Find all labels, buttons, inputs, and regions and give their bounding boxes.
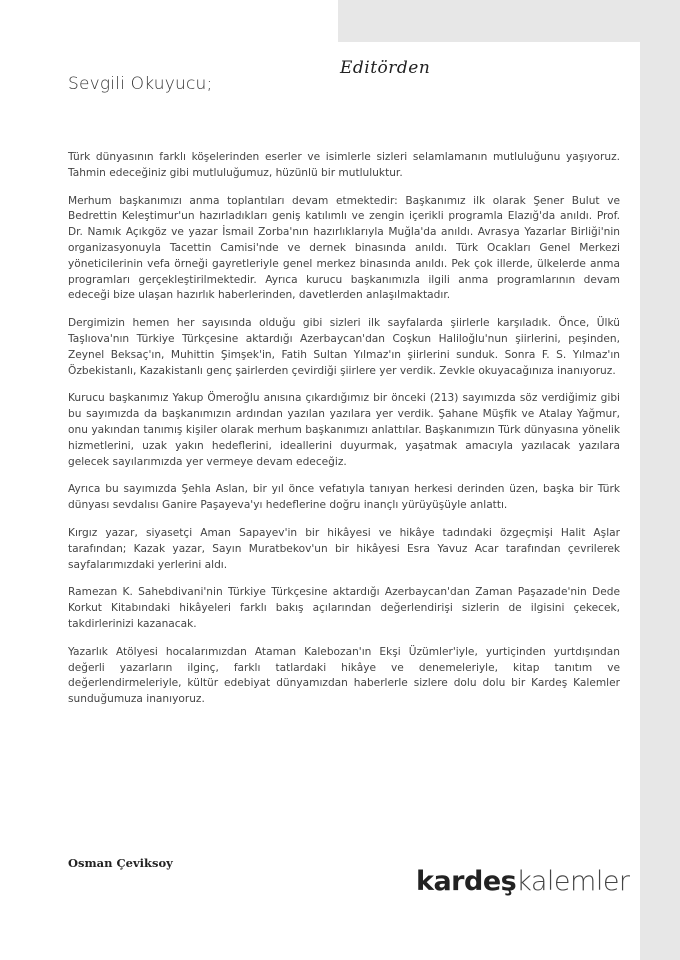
logo-part-kardes: kardeş [416, 866, 517, 897]
paragraph: Dergimizin hemen her sayısında olduğu gibi sizleri ilk sayfalarda şiirlerle karşıladık. Önce, Ülkü Taşlıova'nın Türkiye Türkçesine aktardığı Azerbaycan'dan Coşkun Haliloğlu'nun şiirlerini, peşinden, Zeynel Beksaç'ın, Muhittin Şimşek'in, Fatih Sultan Yılmaz'ın şiirlerini sunduk. Sonra F. S. Yılmaz'ın Özbekistanlı, Kazakistanlı genç şairlerden çevirdiği şiirlere yer verdik. Zevkle okuyacağınıza inanıyoruz. [68, 317, 620, 377]
author-signature: Osman Çeviksoy [68, 856, 173, 870]
header-grey-band [338, 0, 680, 42]
right-grey-band [640, 42, 680, 960]
editorial-body [68, 150, 620, 720]
paragraph: Kurucu başkanımız Yakup Ömeroğlu anısına çıkardığımız bir önceki (213) sayımızda söz verdiğimiz gibi bu sayımızda da başkanımızın ardından yazılan yazılara yer verdik. Şahane Müşfik ve Atalay Yağmur, onu yakından tanımış kişiler olarak merhum başkanımızı anlattılar. Başkanımızın Türk dünyasına yönelik hizmetlerini, uzak yakın hedeflerini, ideallerini duyurmak, yaşatmak amacıyla yazılacak yazılara gelecek sayılarımızda yer vermeye devam edeceğiz. [68, 392, 620, 468]
greeting: Sevgili Okuyucu; [68, 74, 213, 94]
logo-part-kalemler: kalemler [516, 866, 630, 897]
paragraph: Merhum başkanımızı anma toplantıları devam etmektedir: Başkanımız ilk olarak Şener Bulut ve Bedrettin Keleştimur'un hazırladıkları geniş katılımlı ve zengin içerikli programla Elazığ'da anıldı. Prof. Dr. Namık Açıkgöz ve yazar İsmail Zorba'nın hazırlıklarıyla Muğla'da anıldı. Avrasya Yazarlar Birliği'nin organizasyonuyla Tacettin Camisi'nde ve dernek binasında anıldı. Türk Ocakları Genel Merkezi yöneticilerinin vefa örneği gayretleriyle genel merkez binasında anıldı. Pek çok illerde, ülkelerde anma programları gerçekleştirilmektedir. Ayrıca kurucu başkanımızla ilgili anma programlarının devam edeceği bize ulaşan hazırlık haberlerinden, davetlerden anlaşılmaktadır. [68, 194, 620, 302]
paragraph: Yazarlık Atölyesi hocalarımızdan Ataman Kalebozan'ın Ekşi Üzümler'iyle, yurtiçinden yurtdışından değerli yazarların ilginç, farklı tatlardaki hikâye ve denemeleriyle, kitap tanıtım ve değerlendirmeleriyle, kültür edebiyat dünyamızdan haberlerle sizlere dolu dolu bir Kardeş Kalemler sunduğumuza inanıyoruz. [68, 645, 620, 706]
paragraph: Türk dünyasının farklı köşelerinden eserler ve isimlerle sizleri selamlamanın mutluluğunu yaşıyoruz. Tahmin edeceğiniz gibi mutluluğumuz, hüzünlü bir mutluluktur. [68, 151, 620, 179]
magazine-logo [416, 866, 630, 897]
paragraph: Ramezan K. Sahebdivani'nin Türkiye Türkçesine aktardığı Azerbaycan'dan Zaman Paşazade'nin Dede Korkut Kitabındaki hikâyeleri farklı bakış açılarından değerlendirişi sizlerin de ilgisini çekecek, takdirlerinizi kazanacak. [68, 586, 620, 630]
paragraph: Kırgız yazar, siyasetçi Aman Sapayev'in bir hikâyesi ve hikâye tadındaki özgeçmişi Halit Aşlar tarafından; Kazak yazar, Sayın Muratbekov'un bir hikâyesi Esra Yavuz Acar tarafından çevrilerek sayfalarımızdaki yerlerini aldı. [68, 526, 620, 571]
section-label: Editörden [340, 58, 431, 78]
paragraph: Ayrıca bu sayımızda Şehla Aslan, bir yıl önce vefatıyla tanıyan herkesi derinden üzen, başka bir Türk dünyası sevdalısı Ganire Paşayeva'yı hedeflerine doğru inançlı yürüyüşüyle anlattı. [68, 483, 620, 512]
